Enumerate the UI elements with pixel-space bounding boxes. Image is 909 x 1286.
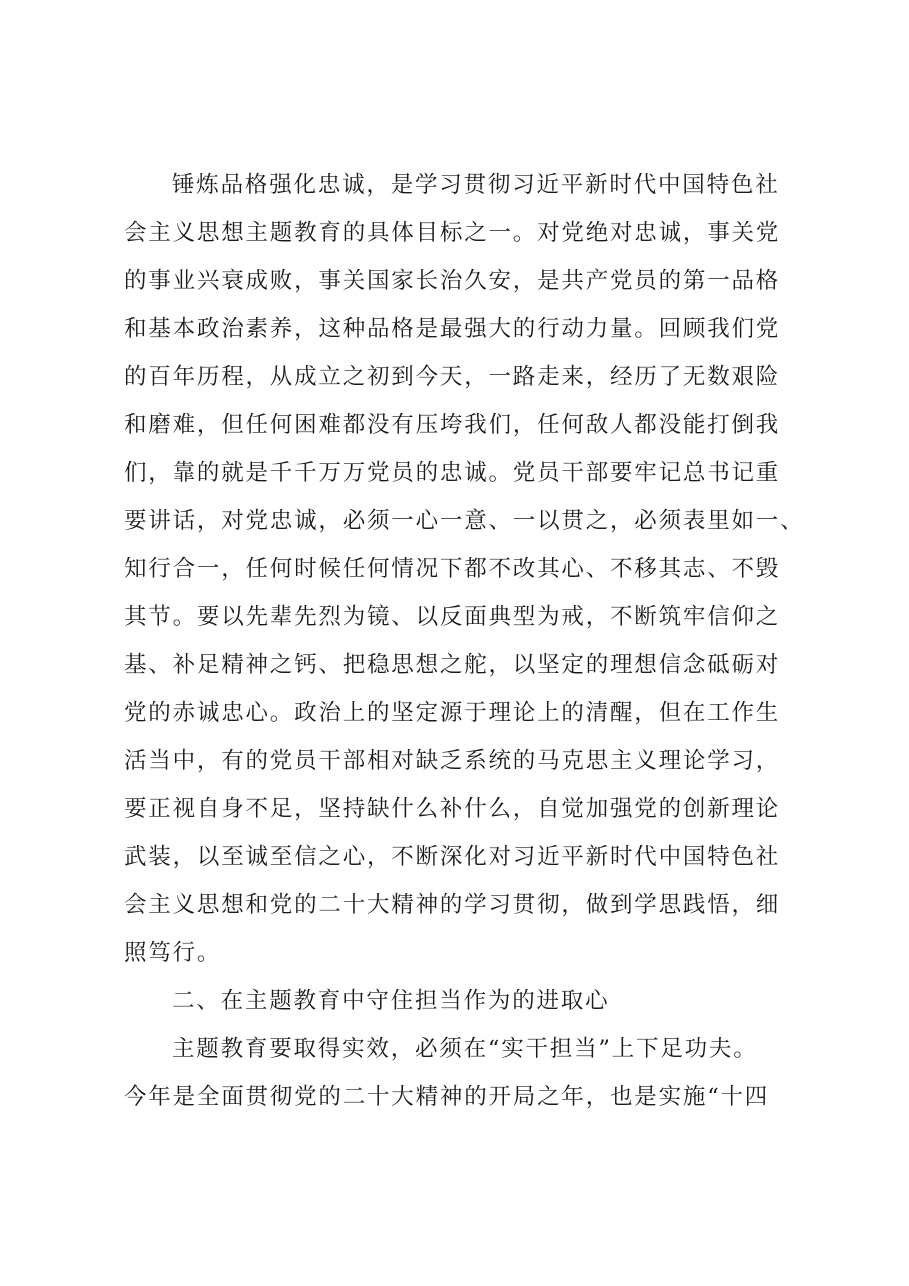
paragraph-1-line-5: 的百年历程，从成立之初到今天，一路走来，经历了无数艰险 (124, 364, 781, 390)
paragraph-2-line-2: 今年是全面贯彻党的二十大精神的开局之年，也是实施“十四 (124, 1084, 770, 1110)
paragraph-1-line-12: 党的赤诚忠心。政治上的坚定源于理论上的清醒，但在工作生 (124, 700, 781, 726)
paragraph-1-line-9: 知行合一，任何时候任何情况下都不改其心、不移其志、不毁 (124, 556, 781, 582)
paragraph-1-line-2: 会主义思想主题教育的具体目标之一。对党绝对忠诚，事关党 (124, 220, 781, 246)
paragraph-1-line-4: 和基本政治素养，这种品格是最强大的行动力量。回顾我们党 (124, 316, 781, 342)
paragraph-1-line-11: 基、补足精神之钙、把稳思想之舵，以坚定的理想信念砥砺对 (124, 652, 781, 678)
paragraph-1-line-14: 要正视自身不足，坚持缺什么补什么，自觉加强党的创新理论 (124, 796, 781, 822)
paragraph-2-line-1: 主题教育要取得实效，必须在“实干担当”上下足功夫。 (172, 1036, 758, 1062)
paragraph-1-line-3: 的事业兴衰成败，事关国家长治久安，是共产党员的第一品格 (124, 268, 781, 294)
paragraph-1-line-13: 活当中，有的党员干部相对缺乏系统的马克思主义理论学习， (124, 748, 781, 774)
paragraph-1-line-6: 和磨难，但任何困难都没有压垮我们，任何敌人都没能打倒我 (124, 412, 781, 438)
paragraph-1-line-17: 照笃行。 (124, 940, 222, 966)
paragraph-1-line-7: 们，靠的就是千千万万党员的忠诚。党员干部要牢记总书记重 (124, 460, 781, 486)
paragraph-1-line-1: 锤炼品格强化忠诚，是学习贯彻习近平新时代中国特色社 (172, 172, 780, 198)
paragraph-1-line-8: 要讲话，对党忠诚，必须一心一意、一以贯之，必须表里如一、 (124, 508, 805, 534)
paragraph-1-line-16: 会主义思想和党的二十大精神的学习贯彻，做到学思践悟，细 (124, 892, 781, 918)
section-heading: 二、在主题教育中守住担当作为的进取心 (172, 988, 610, 1014)
paragraph-1-line-10: 其节。要以先辈先烈为镜、以反面典型为戒，不断筑牢信仰之 (124, 604, 781, 630)
paragraph-1-line-15: 武装，以至诚至信之心，不断深化对习近平新时代中国特色社 (124, 844, 781, 870)
